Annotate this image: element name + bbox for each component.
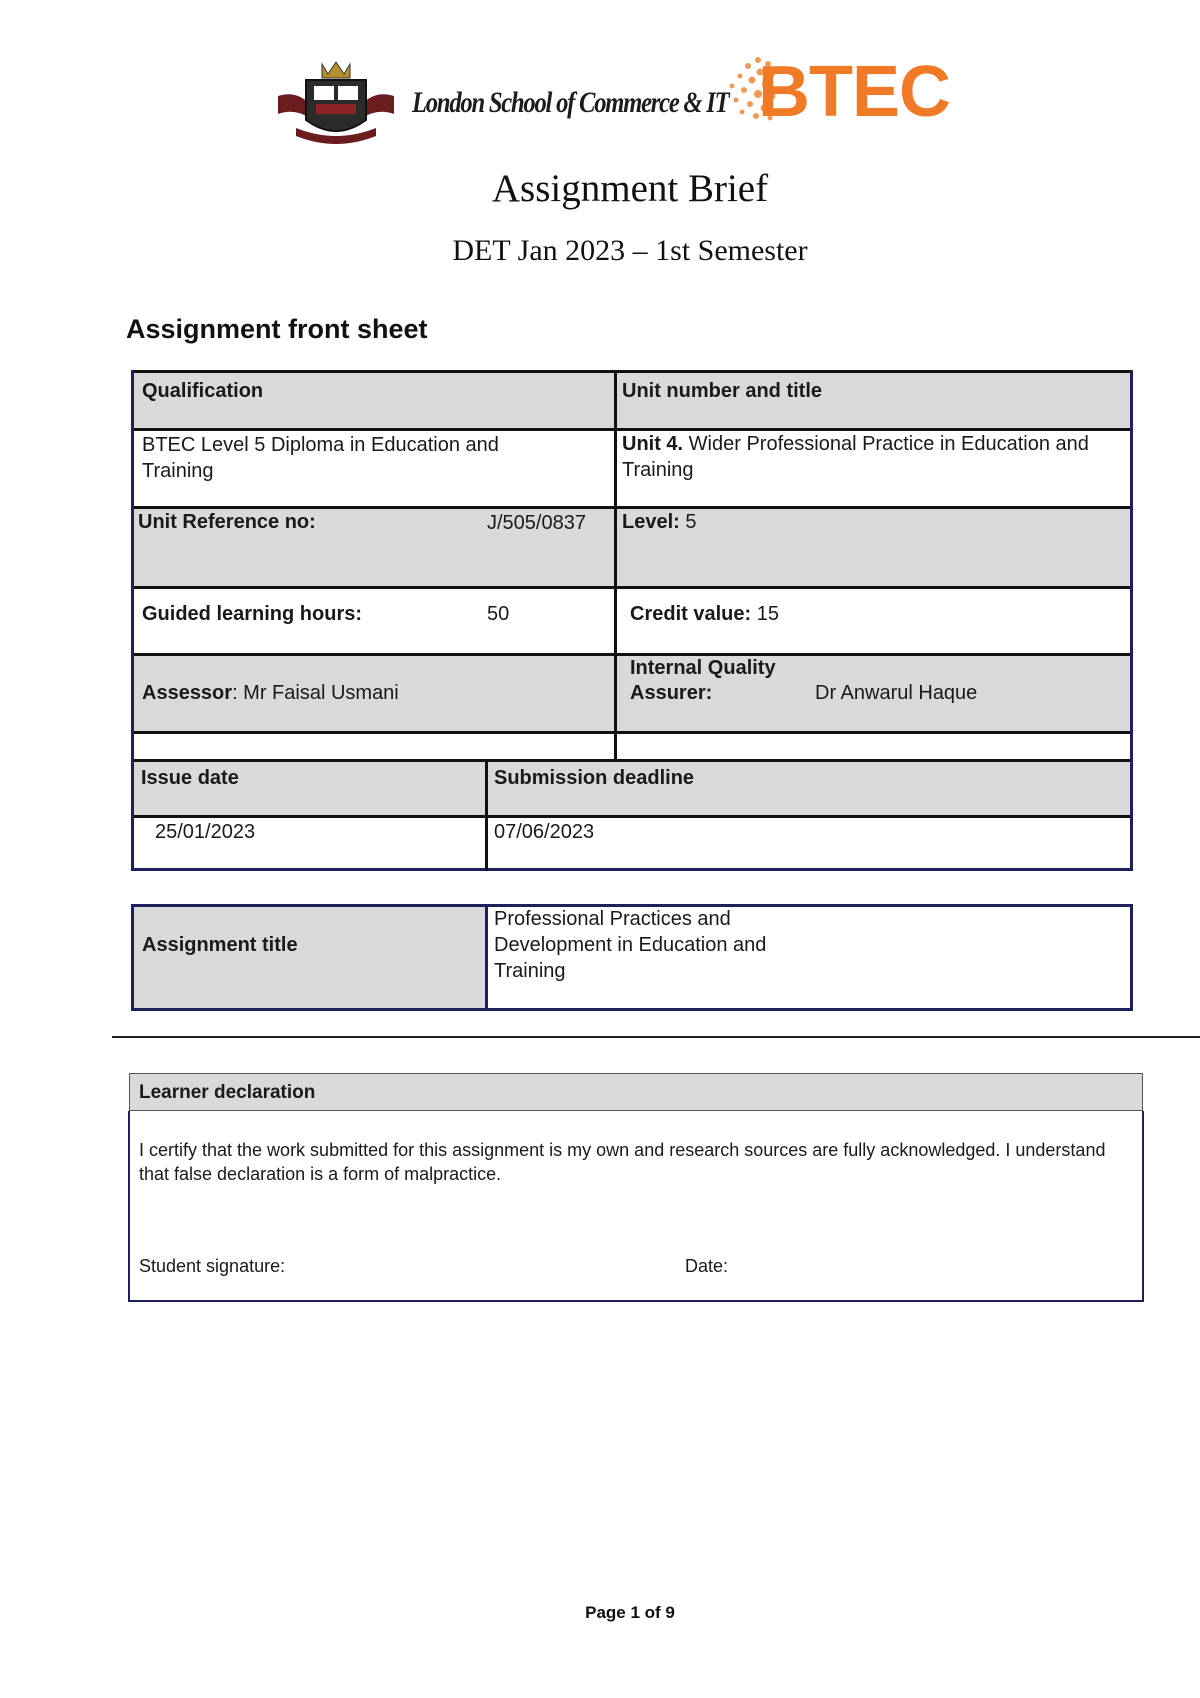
box-rule	[128, 1300, 1144, 1302]
level-label: Level:	[622, 511, 680, 533]
iqa-value: Dr Anwarul Haque	[815, 682, 978, 704]
table-rule	[131, 731, 1133, 734]
assessor-label: Assessor	[142, 682, 233, 704]
table-rule	[614, 370, 617, 762]
btec-logo: BTEC	[758, 52, 950, 132]
table-rule	[131, 370, 134, 871]
submission-deadline-label: Submission deadline	[494, 767, 695, 789]
declaration-text: I certify that the work submitted for this assignment is my own and research sources are fully acknowledged. I understand that false declaration is a form of malpractice.	[139, 1140, 1106, 1184]
assignment-title-line: Development in Education and	[494, 934, 767, 956]
student-signature-label: Student signature:	[139, 1256, 286, 1276]
assignment-title-line: Professional Practices and	[494, 908, 731, 930]
unit-number: Unit 4.	[622, 433, 684, 455]
issue-date-label: Issue date	[141, 767, 239, 789]
table-rule	[1130, 370, 1133, 871]
table-rule	[131, 370, 1133, 373]
assessor-value: : Mr Faisal Usmani	[232, 682, 399, 704]
level-field	[622, 509, 697, 535]
credit-value-label: Credit value:	[630, 603, 752, 625]
document-subtitle: DET Jan 2023 – 1st Semester	[452, 234, 808, 267]
table-rule	[131, 815, 1133, 818]
credit-value: 15	[751, 603, 779, 625]
table-rule	[131, 1008, 1133, 1011]
unit-reference-label: Unit Reference no:	[138, 511, 316, 533]
box-rule	[128, 1111, 130, 1302]
table-rule	[485, 759, 488, 871]
iqa-label-line-1: Internal Quality	[630, 657, 776, 679]
iqa-label-line-2: Assurer:	[630, 682, 713, 704]
assignment-title-label: Assignment title	[142, 934, 298, 956]
document-title: Assignment Brief	[491, 167, 769, 210]
school-name-logo-text: London School of Commerce & IT	[412, 86, 729, 119]
date-label: Date:	[685, 1256, 729, 1276]
table-rule	[131, 904, 134, 1011]
guided-learning-hours-label: Guided learning hours:	[142, 603, 363, 625]
box-rule	[1142, 1111, 1144, 1302]
assignment-title-value	[494, 906, 1114, 984]
assessor-field	[142, 680, 399, 706]
credit-value-field	[630, 601, 779, 627]
table-rule	[485, 904, 488, 1011]
section-heading: Assignment front sheet	[126, 314, 428, 344]
school-crest-logo	[276, 56, 396, 146]
declaration-heading: Learner declaration	[139, 1082, 316, 1103]
table-rule	[1130, 904, 1133, 1011]
unit-title: Wider Professional Practice in Education and Training	[622, 433, 1089, 481]
unit-reference-value: J/505/0837	[487, 512, 586, 534]
page-number: Page 1 of 9	[585, 1603, 675, 1622]
table-rule	[131, 586, 1133, 589]
submission-deadline-value: 07/06/2023	[494, 821, 595, 843]
unit-number-title-label: Unit number and title	[622, 380, 822, 402]
issue-date-value: 25/01/2023	[155, 821, 256, 843]
level-value: 5	[679, 511, 697, 533]
table-rule	[131, 759, 1133, 762]
section-divider	[112, 1036, 1200, 1038]
qualification-label: Qualification	[142, 380, 264, 402]
unit-number-title-value	[622, 431, 1127, 483]
assignment-title-line: Training	[494, 960, 566, 982]
guided-learning-hours-value: 50	[487, 603, 510, 625]
table-rule	[131, 868, 1133, 871]
qualification-value: BTEC Level 5 Diploma in Education and Training	[142, 434, 499, 482]
